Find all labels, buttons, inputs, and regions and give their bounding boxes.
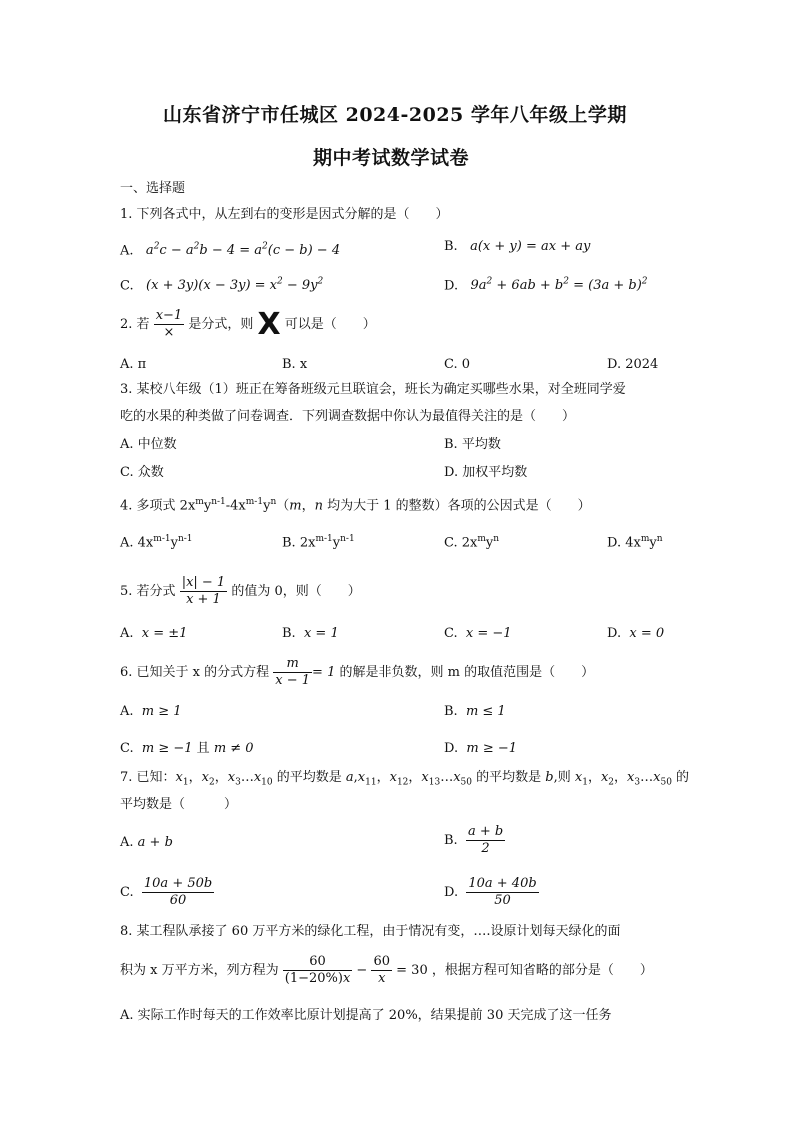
q4-option-c: C. $2x^my^n$ [444,534,500,551]
q3-option-d: D. 加权平均数 [444,465,528,480]
q5-stem-post: 的值为 0，则（ ） [231,584,361,599]
q7-stem-line2: 平均数是（ ） [120,797,238,812]
q6-option-a: A. m ≥ 1 [120,704,182,719]
q6-option-d: D. m ≥ −1 [444,741,518,756]
q2-option-a: A. π [120,357,147,372]
q7-option-d: D. $\frac{10a + 40b}{50}$ [444,876,537,908]
q2-fraction-denominator: × [163,325,175,340]
q8-option-a: A. 实际工作时每天的工作效率比原计划提高了 20%，结果提前 30 天完成了这一任务 [120,1008,612,1023]
q5-stem-pre: 5. 若分式 [120,584,176,599]
q5-fraction: $\frac{|x| - 1}{x + 1}$ [181,575,226,607]
q4-c-label: C. [444,535,458,551]
q7-option-a: A. a + b [120,835,173,850]
q6-c-label: C. [120,741,134,756]
q5-d-label: D. [607,626,622,641]
q1-c-label: C. [120,278,134,294]
q8-fraction-2: $\frac{60}{x}$ [373,954,391,986]
q5-c-label: C. [444,626,458,641]
q6-b-label: B. [444,704,458,719]
q8-fraction-1: $\frac{60}{(1-20\%)x}$ [284,954,351,986]
q7-stem-line1: 7. 已知：$x_1$，$x_2$，$x_3\dots x_{10}$ 的平均数是 $a,x_{11}$，$x_{12}$，$x_{13}\dots x_{50}$ 的平均数是 b,则 $x_1$，$x_2$，$x_3\dots x_{50}$ 的 [120,770,690,788]
q1-option-c [120,274,323,294]
q2-fraction-numerator: x−1 [155,308,183,323]
q1-option-d [444,274,648,294]
q7-d-label: D. [444,885,459,900]
q6-option-c: C. m ≥ −1 且 m ≠ 0 [120,741,254,756]
q2-stem-end: 可以是（ ） [284,317,376,332]
exam-title-line2: 期中考试数学试卷 [313,147,470,169]
q1-option-a [120,239,340,259]
q1-a-formula: $a^2c - a^2b - 4 = a^2(c - b) - 4$ [137,242,341,259]
q5-option-a: A. x = ±1 [120,626,188,641]
q3-option-a: A. 中位数 [120,437,177,452]
q1-stem: 1. 下列各式中，从左到右的变形是因式分解的是（ ） [120,207,449,222]
q7-option-c: C. $\frac{10a + 50b}{60}$ [120,876,213,908]
q4-option-a: A. $4x^{m-1}y^{n-1}$ [120,534,193,551]
q1-c-formula: $(x + 3y)(x - 3y) = x^2 - 9y^2$ [137,277,324,294]
q5-option-d: D. x = 0 [607,626,665,641]
q8-stem-post: ，根据方程可知省略的部分是（ ） [431,963,653,978]
q2-stem-mid: 是分式，则 [188,317,254,332]
q6-stem: 6. 已知关于 x 的分式方程 $\frac{m}{x - 1}$ = 1 的解是非负数，则 m 的取值范围是（ ） [120,656,595,688]
q5-option-b: B. x = 1 [282,626,339,641]
q6-option-b: B. m ≤ 1 [444,704,506,719]
q2-big-x-symbol: X [257,307,281,342]
q3-stem-line1: 3. 某校八年级（1）班正在筹备班级元旦联谊会，班长为确定买哪些水果，对全班同学爱 [120,382,626,397]
q7-b-label: B. [444,833,458,848]
q4-stem: 4. 多项式 $2x^my^{n-1}-4x^{m-1}y^n(m$，n 均为大于 1 的整数）各项的公因式是（ ） [120,497,591,514]
q1-d-formula: $9a^2 + 6ab + b^2 = (3a + b)^2$ [462,277,648,294]
q6-d-label: D. [444,741,459,756]
q1-a-label: A. [120,243,134,259]
exam-title-line1: 山东省济宁市任城区 2024-2025 学年八年级上学期 [163,104,627,126]
q3-option-c: C. 众数 [120,465,164,480]
q5-stem [120,575,361,608]
section-heading: 一、选择题 [120,181,186,196]
q7-option-b: B. $\frac{a + b}{2}$ [444,824,504,856]
q5-a-label: A. [120,626,134,641]
q5-b-label: B. [282,626,296,641]
q7-c-label: C. [120,885,134,900]
q3-stem-line2: 吃的水果的种类做了问卷调查．下列调查数据中你认为最值得关注的是（ ） [120,409,576,424]
q1-d-label: D. [444,278,459,294]
q3-option-b: B. 平均数 [444,437,501,452]
q4-stem-pre: 4. 多项式 2x [120,498,196,514]
q2-fraction [154,308,185,341]
q6-fraction: $\frac{m}{x - 1}$ [275,656,311,688]
q1-b-formula: a(x + y) = ax + ay [461,239,591,254]
q8-stem-pre: 积为 x 万平方米，列方程为 [120,963,279,978]
q5-option-c: C. x = −1 [444,626,512,641]
q6-a-label: A. [120,704,134,719]
q2-option-b: B. x [282,357,308,372]
q2-stem [120,308,376,341]
q4-b-label: B. [282,535,296,551]
q2-stem-pre: 2. 若 [120,317,150,332]
q1-b-label: B. [444,239,458,254]
q6-stem-pre: 6. 已知关于 x 的分式方程 [120,665,270,680]
q2-option-c: C. 0 [444,357,471,372]
q2-option-d: D. 2024 [607,357,659,372]
q4-d-label: D. [607,535,622,551]
q8-stem-line1: 8. 某工程队承接了 60 万平方米的绿化工程，由于情况有变，….设原计划每天绿化的面 [120,924,621,939]
q7-a-label: A. [120,835,134,850]
q4-a-label: A. [120,535,134,551]
q6-stem-post: 的解是非负数，则 m 的取值范围是（ ） [339,665,595,680]
q4-option-d: D. $4x^my^n$ [607,534,663,551]
q1-option-b [444,239,590,255]
q4-option-b: B. $2x^{m-1}y^{n-1}$ [282,534,355,551]
q8-stem-line2: 积为 x 万平方米，列方程为 $\frac{60}{(1-20\%)x}$ − $\frac{60}{x}$ = 30 ，根据方程可知省略的部分是（ ） [120,954,653,986]
